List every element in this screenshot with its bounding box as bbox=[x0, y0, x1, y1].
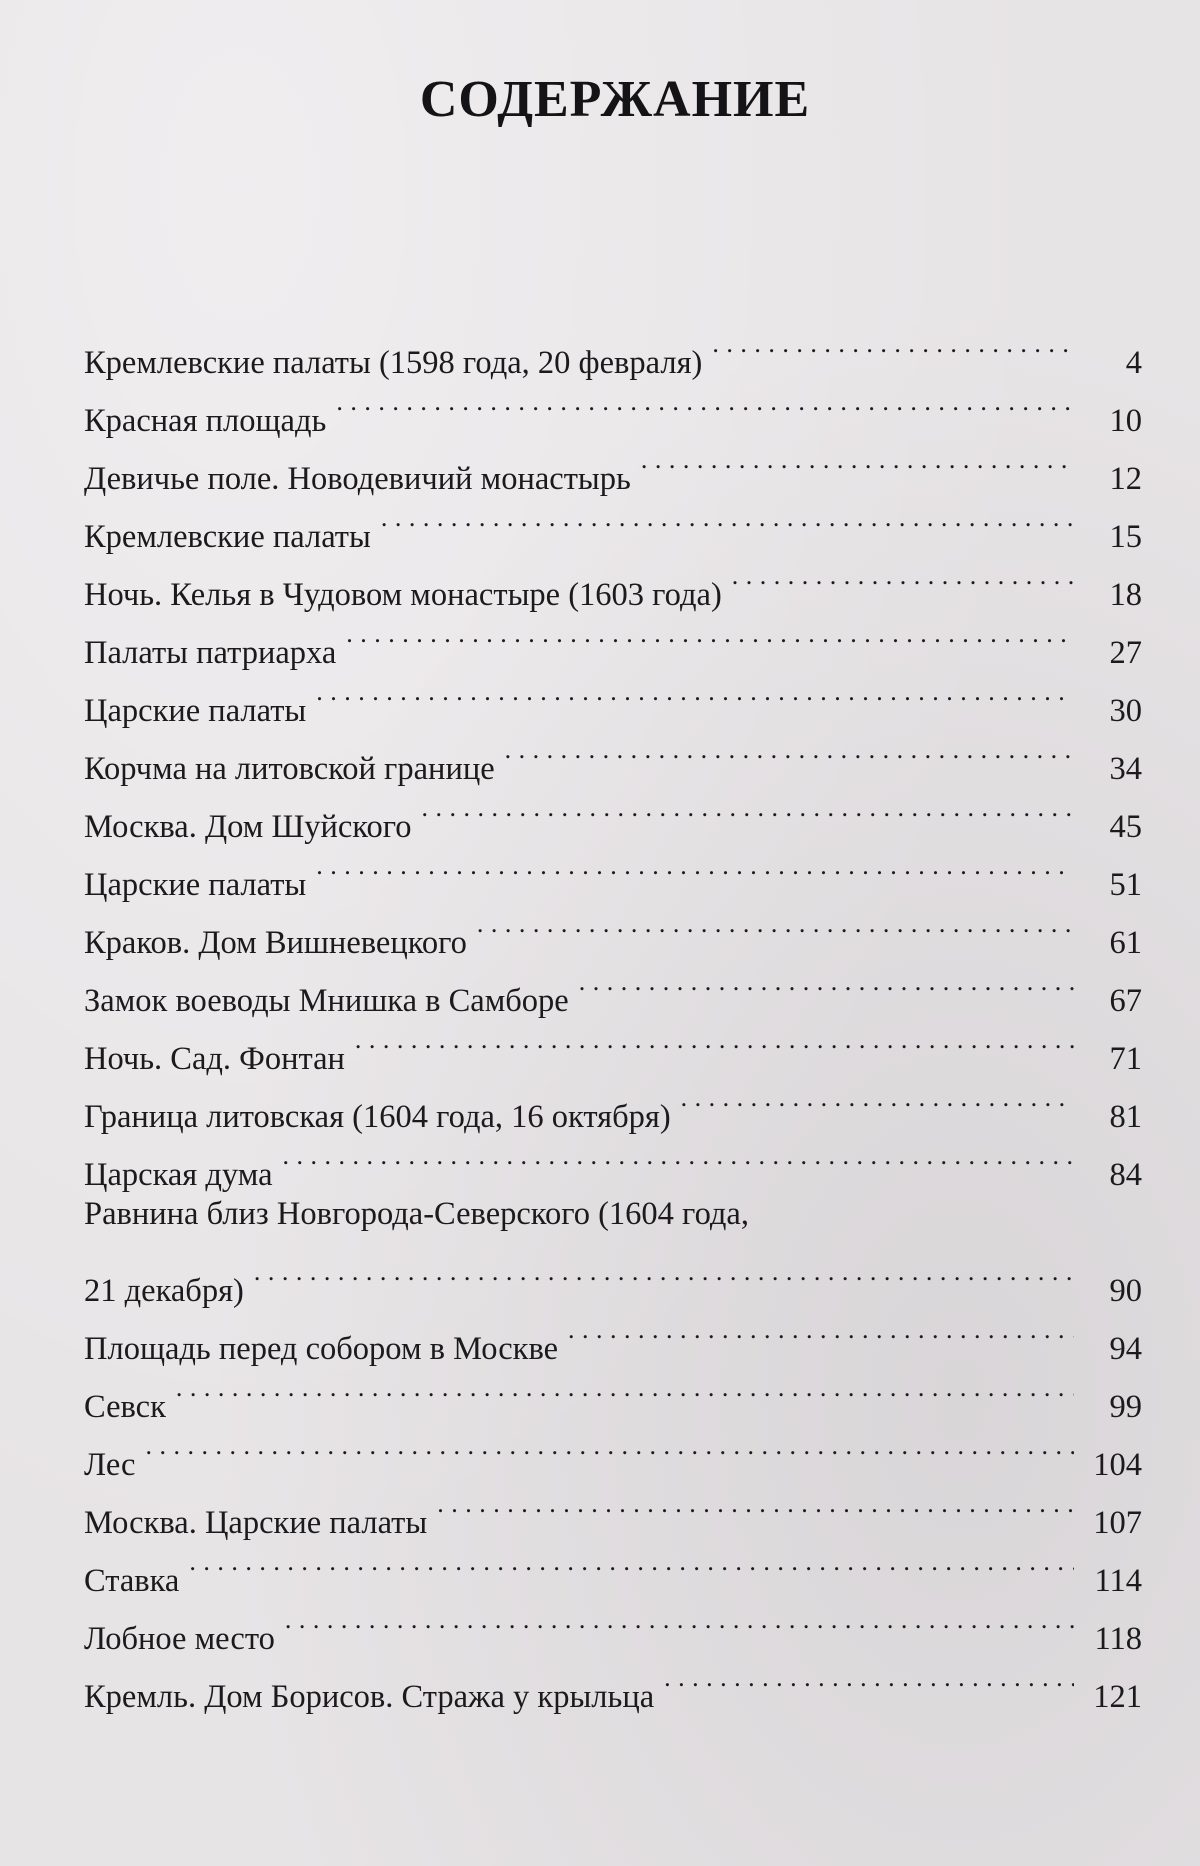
toc-entry bbox=[84, 547, 1142, 613]
toc-entry-page: 104 bbox=[1093, 1447, 1142, 1483]
toc-entry bbox=[84, 895, 1142, 961]
toc-entry-page: 45 bbox=[1109, 809, 1142, 845]
toc-entry-title: Лобное место bbox=[84, 1621, 275, 1657]
toc-entry bbox=[84, 489, 1142, 555]
toc-entry-page: 12 bbox=[1109, 461, 1142, 497]
toc-entry-title: Ночь. Келья в Чудовом монастыре (1603 года) bbox=[84, 577, 722, 613]
toc-entry-title: Севск bbox=[84, 1389, 166, 1425]
toc-entry-title: Краков. Дом Вишневецкого bbox=[84, 925, 467, 961]
toc-entry-title: Девичье поле. Новодевичий монастырь bbox=[84, 461, 631, 497]
toc-entry bbox=[84, 1475, 1142, 1541]
toc-entry-page: 67 bbox=[1109, 983, 1142, 1019]
dot-leader bbox=[732, 547, 1074, 605]
toc-entry-page: 99 bbox=[1109, 1389, 1142, 1425]
toc-entry-title: Кремлевские палаты (1598 года, 20 февраля) bbox=[84, 345, 703, 381]
toc-entry bbox=[84, 953, 1142, 1019]
toc-entry-page: 34 bbox=[1109, 751, 1142, 787]
dot-leader bbox=[641, 431, 1074, 489]
toc-entry bbox=[84, 1417, 1142, 1483]
toc-entry-title: Царские палаты bbox=[84, 867, 307, 903]
toc-entry-page: 121 bbox=[1093, 1679, 1142, 1715]
toc-entry-title: Палаты патриарха bbox=[84, 635, 337, 671]
toc-entry bbox=[84, 1649, 1142, 1715]
toc-entry-title: Замок воеводы Мнишка в Самборе bbox=[84, 983, 569, 1019]
dot-leader bbox=[346, 605, 1074, 663]
toc-entry-page: 118 bbox=[1094, 1621, 1142, 1657]
dot-leader bbox=[568, 1301, 1074, 1359]
toc-entry-title: 21 декабря) bbox=[84, 1273, 244, 1309]
dot-leader bbox=[505, 721, 1074, 779]
dot-leader bbox=[336, 373, 1074, 431]
toc-entry-title: Царские палаты bbox=[84, 693, 307, 729]
dot-leader bbox=[176, 1359, 1074, 1417]
toc-entry-title: Ночь. Сад. Фонтан bbox=[84, 1041, 345, 1077]
dot-leader bbox=[316, 663, 1074, 721]
dot-leader bbox=[712, 315, 1074, 373]
toc-entry-title: Лес bbox=[84, 1447, 136, 1483]
toc-entry-page: 114 bbox=[1094, 1563, 1142, 1599]
toc-entry bbox=[84, 1185, 1142, 1309]
toc-entry-title: Граница литовская (1604 года, 16 октября) bbox=[84, 1099, 671, 1135]
dot-leader bbox=[189, 1533, 1074, 1591]
toc-entry-title: Москва. Дом Шуйского bbox=[84, 809, 412, 845]
toc-entry-page: 51 bbox=[1109, 867, 1142, 903]
dot-leader bbox=[477, 895, 1074, 953]
dot-leader bbox=[254, 1243, 1074, 1301]
dot-leader bbox=[283, 1127, 1075, 1185]
toc-entry-title: Москва. Царские палаты bbox=[84, 1505, 428, 1541]
toc-entry-page: 10 bbox=[1109, 403, 1142, 439]
toc-entry-title: Кремль. Дом Борисов. Стража у крыльца bbox=[84, 1679, 655, 1715]
toc-entry bbox=[84, 315, 1142, 381]
toc-entry bbox=[84, 1591, 1142, 1657]
toc-entry-page: 18 bbox=[1109, 577, 1142, 613]
toc-entry-title: Царская дума bbox=[84, 1157, 273, 1193]
toc-entry bbox=[84, 1301, 1142, 1367]
toc-entry bbox=[84, 1533, 1142, 1599]
toc-entry-title: Корчма на литовской границе bbox=[84, 751, 495, 787]
toc-entry-page: 107 bbox=[1093, 1505, 1142, 1541]
dot-leader bbox=[681, 1069, 1074, 1127]
dot-leader bbox=[664, 1649, 1074, 1707]
toc-entry bbox=[84, 1069, 1142, 1135]
toc-entry-title: Площадь перед собором в Москве bbox=[84, 1331, 559, 1367]
toc-entry bbox=[84, 431, 1142, 497]
page-title: СОДЕРЖАНИЕ bbox=[419, 71, 811, 128]
toc-entry-page: 81 bbox=[1109, 1099, 1142, 1135]
toc-entry bbox=[84, 779, 1142, 845]
toc-entry bbox=[84, 1011, 1142, 1077]
dot-leader bbox=[145, 1417, 1074, 1475]
toc-entry-page: 84 bbox=[1109, 1157, 1142, 1193]
table-of-contents bbox=[84, 315, 1142, 1715]
toc-entry-title: Ставка bbox=[84, 1563, 180, 1599]
toc-entry bbox=[84, 663, 1142, 729]
dot-leader bbox=[355, 1011, 1074, 1069]
toc-entry-page: 15 bbox=[1109, 519, 1142, 555]
dot-leader bbox=[316, 837, 1074, 895]
toc-entry bbox=[84, 721, 1142, 787]
toc-entry bbox=[84, 1127, 1142, 1193]
dot-leader bbox=[285, 1591, 1074, 1649]
dot-leader bbox=[381, 489, 1074, 547]
dot-leader bbox=[579, 953, 1074, 1011]
toc-entry bbox=[84, 1359, 1142, 1425]
toc-entry-page: 27 bbox=[1109, 635, 1142, 671]
toc-entry-page: 30 bbox=[1109, 693, 1142, 729]
toc-entry-title: Кремлевские палаты bbox=[84, 519, 371, 555]
toc-entry bbox=[84, 605, 1142, 671]
toc-entry-title-line1: Равнина близ Новгорода-Северского (1604 года, bbox=[84, 1196, 749, 1232]
toc-entry-page: 90 bbox=[1109, 1273, 1142, 1309]
toc-entry-page: 94 bbox=[1109, 1331, 1142, 1367]
toc-entry bbox=[84, 373, 1142, 439]
toc-entry-title: Красная площадь bbox=[84, 403, 327, 439]
toc-entry bbox=[84, 837, 1142, 903]
toc-entry-page: 71 bbox=[1109, 1041, 1142, 1077]
dot-leader bbox=[421, 779, 1074, 837]
dot-leader bbox=[437, 1475, 1074, 1533]
toc-entry-page: 4 bbox=[1125, 345, 1142, 381]
toc-entry-page: 61 bbox=[1109, 925, 1142, 961]
